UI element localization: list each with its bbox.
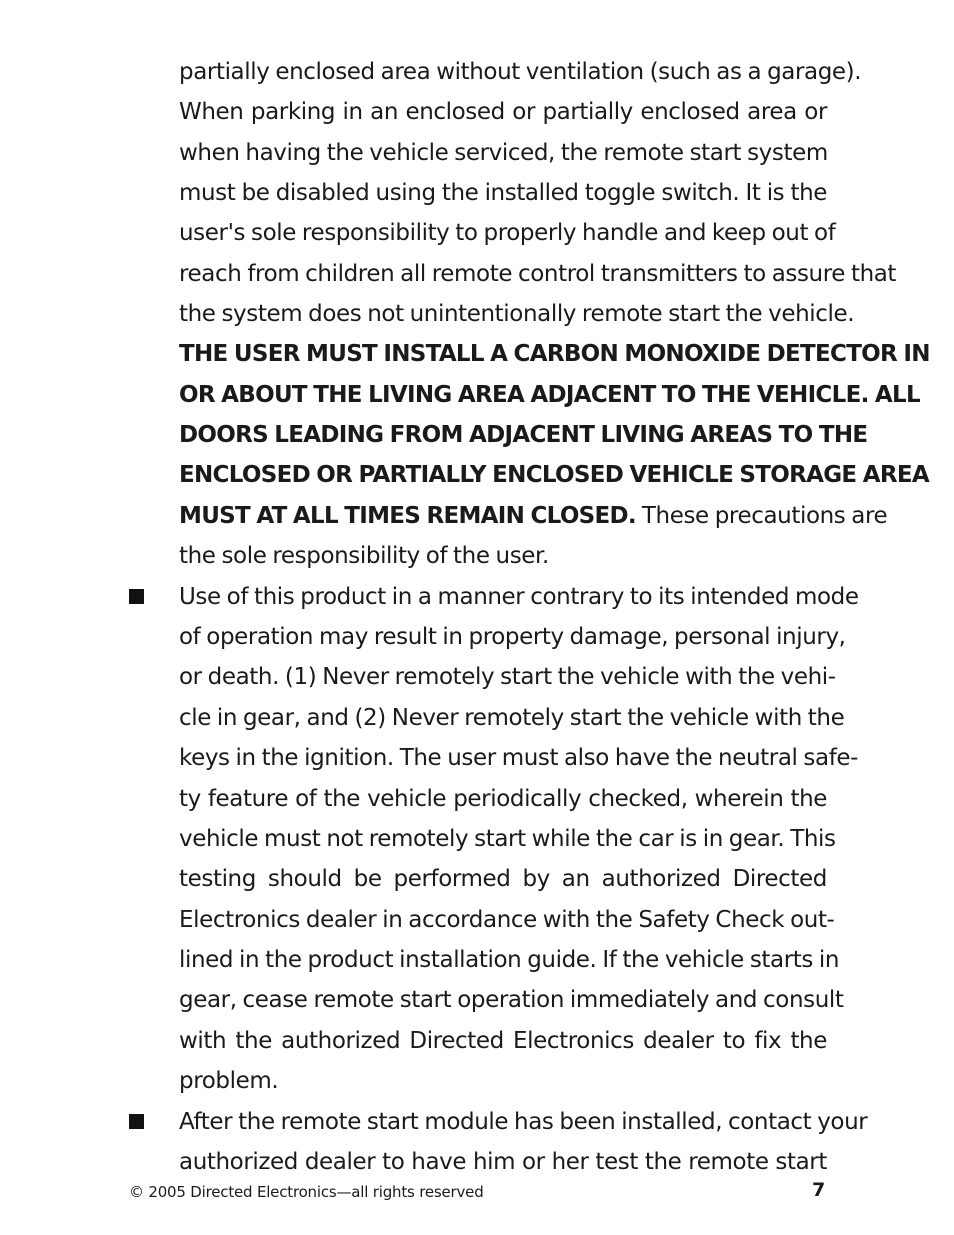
paragraph-line: or death. (1) Never remotely start the vehicle with the vehi-: [179, 664, 836, 690]
paragraph-line: problem.: [179, 1068, 279, 1094]
paragraph-line: when having the vehicle serviced, the remote start system: [179, 140, 828, 166]
mixed-line: [179, 496, 888, 536]
warning-line: ENCLOSED OR PARTIALLY ENCLOSED VEHICLE STORAGE AREA: [179, 462, 929, 488]
paragraph-line: user's sole responsibility to properly handle and keep out of: [179, 220, 836, 246]
warning-line: DOORS LEADING FROM ADJACENT LIVING AREAS TO THE: [179, 422, 868, 448]
warning-text: MUST AT ALL TIMES REMAIN CLOSED.: [179, 503, 636, 529]
paragraph-line: testing should be performed by an authorized Directed: [179, 866, 827, 892]
paragraph-line: must be disabled using the installed toggle switch. It is the: [179, 180, 827, 206]
paragraph-line: reach from children all remote control transmitters to assure that: [179, 261, 897, 287]
paragraph-line: lined in the product installation guide. If the vehicle starts in: [179, 947, 840, 973]
bullet-marker: [129, 1114, 144, 1129]
paragraph-line: partially enclosed area without ventilation (such as a garage).: [179, 59, 862, 85]
page-number: 7: [812, 1179, 826, 1201]
paragraph-text: These precautions are: [635, 503, 888, 529]
paragraph-line: gear, cease remote start operation immediately and consult: [179, 987, 844, 1013]
paragraph-line: After the remote start module has been installed, contact your: [179, 1109, 868, 1135]
paragraph-line: with the authorized Directed Electronics dealer to fix the: [179, 1028, 827, 1054]
paragraph-line: vehicle must not remotely start while the car is in gear. This: [179, 826, 836, 852]
paragraph-line: Electronics dealer in accordance with the Safety Check out-: [179, 907, 835, 933]
paragraph-line: keys in the ignition. The user must also have the neutral safe-: [179, 745, 859, 771]
paragraph-line: the system does not unintentionally remote start the vehicle.: [179, 301, 855, 327]
bullet-marker: [129, 589, 144, 604]
warning-line: THE USER MUST INSTALL A CARBON MONOXIDE DETECTOR IN: [179, 341, 930, 367]
paragraph-line: the sole responsibility of the user.: [179, 543, 549, 569]
paragraph-line: When parking in an enclosed or partially enclosed area or: [179, 99, 827, 125]
paragraph-line: authorized dealer to have him or her test the remote start: [179, 1149, 827, 1175]
paragraph-line: Use of this product in a manner contrary to its intended mode: [179, 584, 859, 610]
paragraph-line: cle in gear, and (2) Never remotely start the vehicle with the: [179, 705, 845, 731]
paragraph-line: ty feature of the vehicle periodically checked, wherein the: [179, 786, 827, 812]
paragraph-line: of operation may result in property damage, personal injury,: [179, 624, 846, 650]
copyright-footer: © 2005 Directed Electronics—all rights reserved: [129, 1183, 484, 1201]
warning-line: OR ABOUT THE LIVING AREA ADJACENT TO THE VEHICLE. ALL: [179, 382, 920, 408]
